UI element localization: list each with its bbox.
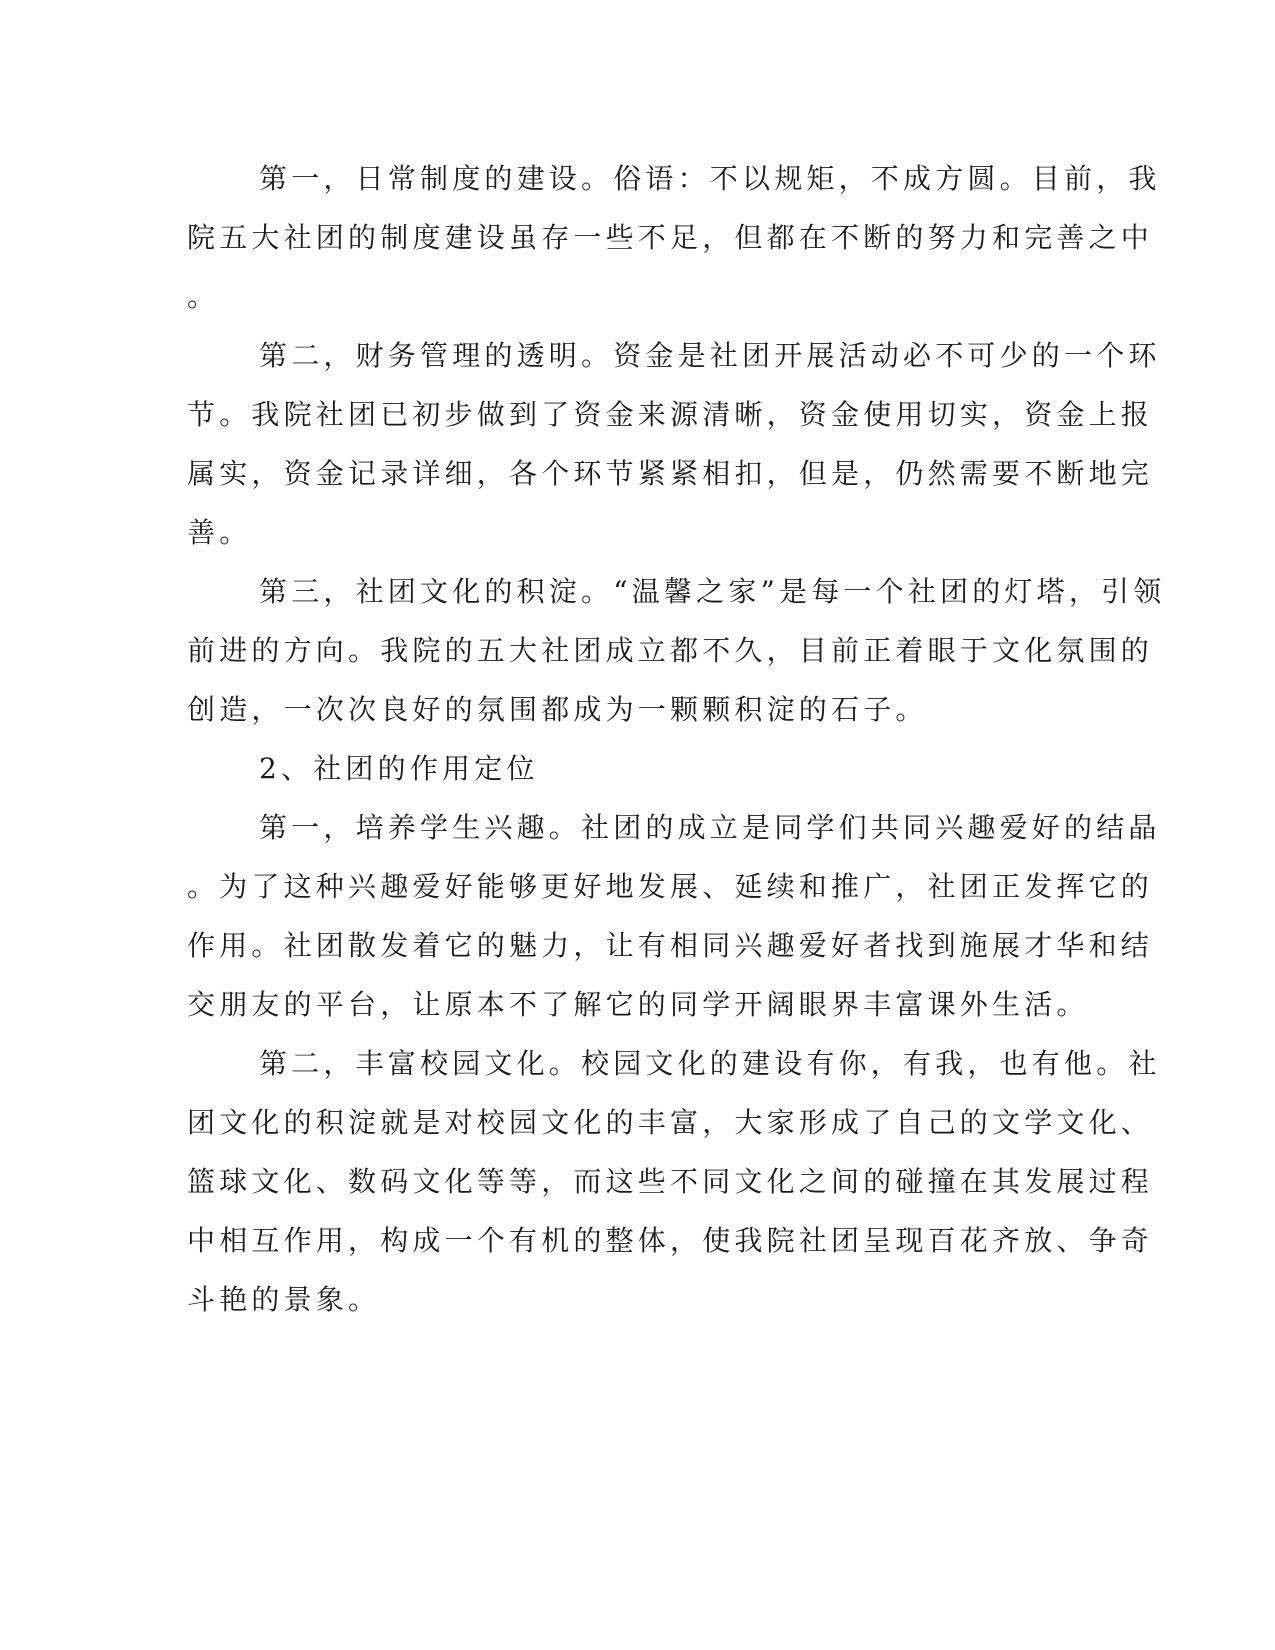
text-line: 院五大社团的制度建设虽存一些不足，但都在不断的努力和完善之中 (187, 221, 1154, 254)
section-heading: 2、社团的作用定位 (259, 752, 539, 785)
text-line: 作用。社团散发着它的魅力，让有相同兴趣爱好者找到施展才华和结 (187, 929, 1154, 962)
text-line: 交朋友的平台，让原本不了解它的同学开阔眼界丰富课外生活。 (187, 988, 1089, 1021)
text-line: 团文化的积淀就是对校园文化的丰富，大家形成了自己的文学文化、 (187, 1106, 1154, 1139)
text-line: 中相互作用，构成一个有机的整体，使我院社团呈现百花齐放、争奇 (187, 1224, 1154, 1257)
text-line: 第三，社团文化的积淀。“温馨之家”是每一个社团的灯塔，引领 (259, 575, 1166, 608)
text-line: 创造，一次次良好的氛围都成为一颗颗积淀的石子。 (187, 693, 928, 726)
text-line: 第一，日常制度的建设。俗语：不以规矩，不成方圆。目前，我 (259, 162, 1161, 195)
text-line: 第二，丰富校园文化。校园文化的建设有你，有我，也有他。社 (259, 1047, 1161, 1080)
text-line: 斗艳的景象。 (187, 1283, 381, 1316)
text-line: 节。我院社团已初步做到了资金来源清晰，资金使用切实，资金上报 (187, 398, 1154, 431)
text-line: 善。 (187, 516, 252, 549)
text-line: 篮球文化、数码文化等等，而这些不同文化之间的碰撞在其发展过程 (187, 1165, 1154, 1198)
text-line: 第一，培养学生兴趣。社团的成立是同学们共同兴趣爱好的结晶 (259, 811, 1161, 844)
text-line: 。 (187, 280, 220, 313)
text-line: 前进的方向。我院的五大社团成立都不久，目前正着眼于文化氛围的 (187, 634, 1154, 667)
text-line: 。为了这种兴趣爱好能够更好地发展、延续和推广，社团正发挥它的 (187, 870, 1154, 903)
text-line: 属实，资金记录详细，各个环节紧紧相扣，但是，仍然需要不断地完 (187, 457, 1154, 490)
text-line: 第二，财务管理的透明。资金是社团开展活动必不可少的一个环 (259, 339, 1161, 372)
